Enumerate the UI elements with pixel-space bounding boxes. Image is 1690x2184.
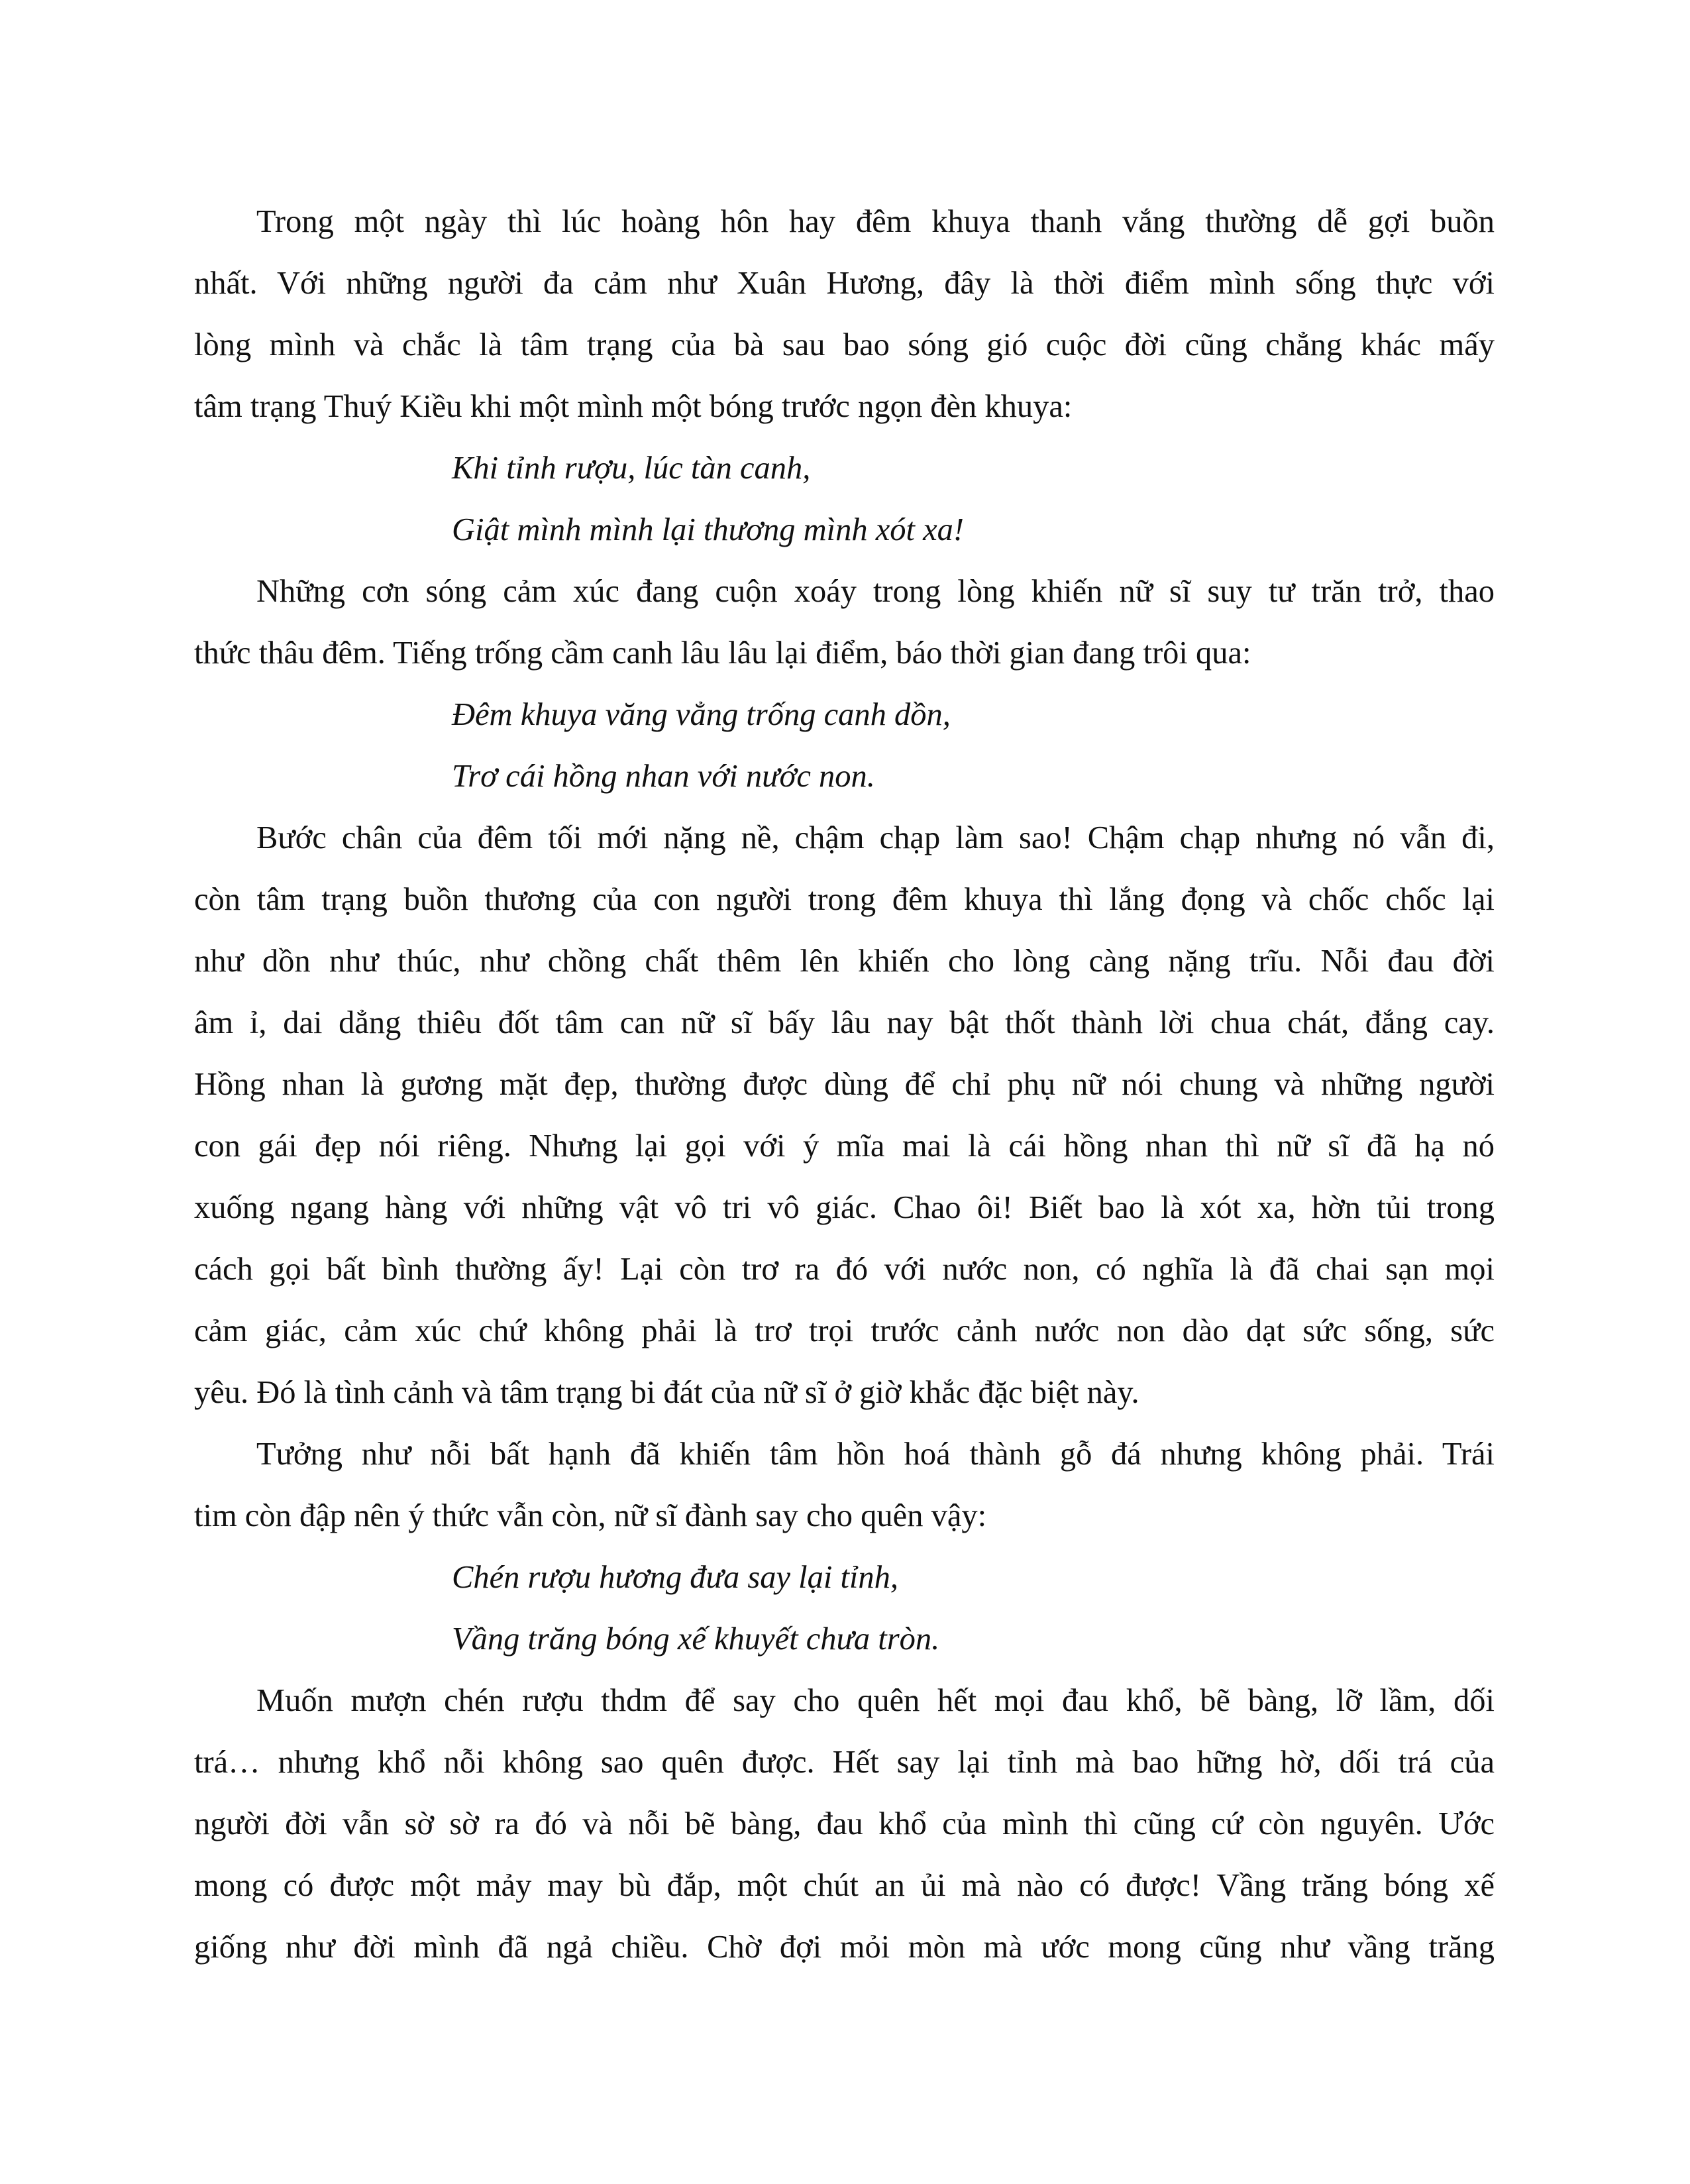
text-line: Những cơn sóng cảm xúc đang cuộn xoáy trong lòng khiến nữ sĩ suy tư trăn trở, thao xyxy=(256,574,1495,609)
text-line: tâm trạng Thuý Kiều khi một mình một bóng trước ngọn đèn khuya: xyxy=(194,389,1073,424)
verse-line: Đêm khuya văng vẳng trống canh dồn, xyxy=(452,697,951,732)
paragraph-4 xyxy=(194,1423,1495,1547)
text-line: âm ỉ, dai dẳng thiêu đốt tâm can nữ sĩ bấy lâu nay bật thốt thành lời chua chát, đắng cay. xyxy=(194,1005,1495,1040)
text-line: lòng mình và chắc là tâm trạng của bà sau bao sóng gió cuộc đời cũng chẳng khác mấy xyxy=(194,327,1495,362)
verse-line: Vầng trăng bóng xế khuyết chưa tròn. xyxy=(452,1621,940,1657)
text-line: xuống ngang hàng với những vật vô tri vô giác. Chao ôi! Biết bao là xót xa, hờn tủi trong xyxy=(194,1190,1495,1225)
text-line: Tưởng như nỗi bất hạnh đã khiến tâm hồn hoá thành gỗ đá nhưng không phải. Trái xyxy=(256,1437,1495,1472)
text-line: Trong một ngày thì lúc hoàng hôn hay đêm khuya thanh vắng thường dễ gợi buồn xyxy=(256,204,1495,239)
paragraph-2 xyxy=(194,561,1495,684)
document-body xyxy=(194,191,1495,1978)
verse-line: Giật mình mình lại thương mình xót xa! xyxy=(452,512,965,547)
text-line: còn tâm trạng buồn thương của con người trong đêm khuya thì lắng đọng và chốc chốc lại xyxy=(194,882,1495,917)
paragraph-3 xyxy=(194,807,1495,1423)
text-line: nhất. Với những người đa cảm như Xuân Hương, đây là thời điểm mình sống thực với xyxy=(194,266,1495,301)
verse-line: Khi tỉnh rượu, lúc tàn canh, xyxy=(452,451,811,486)
text-line: tim còn đập nên ý thức vẫn còn, nữ sĩ đành say cho quên vậy: xyxy=(194,1498,987,1533)
verse-line: Trơ cái hồng nhan với nước non. xyxy=(452,759,875,794)
text-line: thức thâu đêm. Tiếng trống cầm canh lâu lâu lại điểm, báo thời gian đang trôi qua: xyxy=(194,635,1251,671)
text-line: trá… nhưng khổ nỗi không sao quên được. Hết say lại tỉnh mà bao hững hờ, dối trá của xyxy=(194,1745,1495,1780)
paragraph-5 xyxy=(194,1670,1495,1978)
text-line: yêu. Đó là tình cảnh và tâm trạng bi đát của nữ sĩ ở giờ khắc đặc biệt này. xyxy=(194,1375,1139,1410)
verse-line: Chén rượu hương đưa say lại tỉnh, xyxy=(452,1560,899,1595)
text-line: Muốn mượn chén rượu thdm để say cho quên hết mọi đau khổ, bẽ bàng, lỡ lầm, dối xyxy=(256,1683,1495,1718)
text-line: người đời vẫn sờ sờ ra đó và nỗi bẽ bàng, đau khổ của mình thì cũng cứ còn nguyên. Ước xyxy=(194,1806,1495,1841)
text-line: Bước chân của đêm tối mới nặng nề, chậm chạp làm sao! Chậm chạp nhưng nó vẫn đi, xyxy=(256,820,1495,855)
text-line: như dồn như thúc, như chồng chất thêm lên khiến cho lòng càng nặng trĩu. Nỗi đau đời xyxy=(194,944,1495,979)
text-line: cảm giác, cảm xúc chứ không phải là trơ trọi trước cảnh nước non dào dạt sức sống, sức xyxy=(194,1313,1495,1348)
text-line: cách gọi bất bình thường ấy! Lại còn trơ ra đó với nước non, có nghĩa là đã chai sạn mọi xyxy=(194,1252,1495,1287)
verse-2 xyxy=(194,684,1495,807)
paragraph-1 xyxy=(194,191,1495,437)
text-line: Hồng nhan là gương mặt đẹp, thường được dùng để chỉ phụ nữ nói chung và những người xyxy=(194,1067,1495,1102)
text-line: con gái đẹp nói riêng. Nhưng lại gọi với ý mĩa mai là cái hồng nhan thì nữ sĩ đã hạ nó xyxy=(194,1128,1495,1164)
verse-3 xyxy=(194,1547,1495,1670)
text-line: giống như đời mình đã ngả chiều. Chờ đợi mỏi mòn mà ước mong cũng như vầng trăng xyxy=(194,1930,1495,1965)
text-line: mong có được một mảy may bù đắp, một chút an ủi mà nào có được! Vầng trăng bóng xế xyxy=(194,1868,1495,1903)
verse-1 xyxy=(194,437,1495,561)
